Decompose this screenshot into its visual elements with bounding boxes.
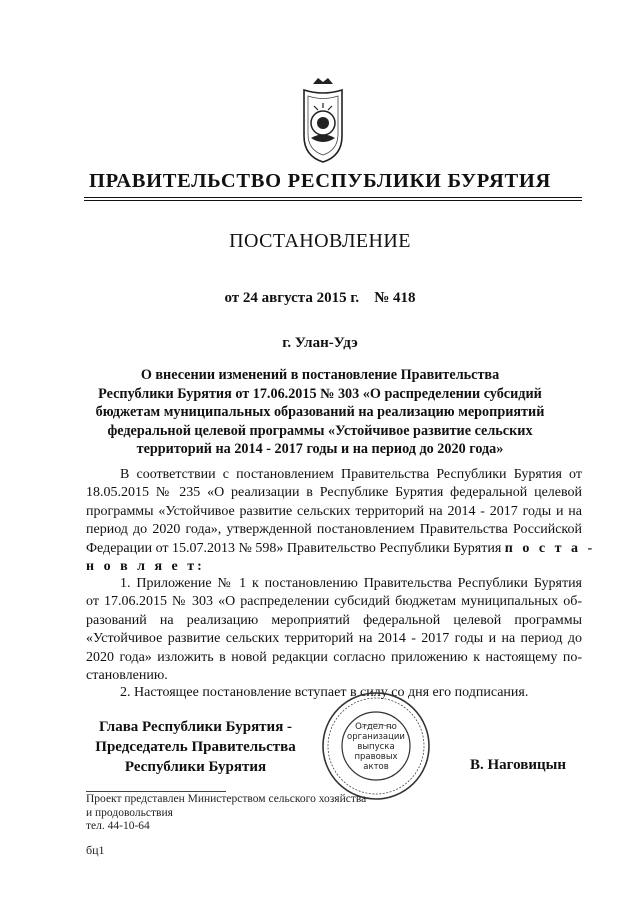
- signatory-position-line: Председатель Правительства: [95, 739, 296, 755]
- document-date-line: [0, 290, 640, 307]
- government-title: ПРАВИТЕЛЬСТВО РЕСПУБЛИКИ БУРЯТИЯ: [88, 170, 552, 192]
- paragraph-line: 18.05.2015 № 235 «О реализации в Республике Бурятия федеральной целевой: [86, 485, 582, 501]
- document-date: от 24 августа 2015 г.: [224, 290, 360, 306]
- stamp-text-line: актов: [363, 762, 389, 772]
- paragraph-line: «Устойчивое развитие сельских территорий на 2014 - 2017 годы и на период до: [86, 631, 582, 647]
- stamp-text-line: правовых: [354, 752, 398, 762]
- document-subject: [95, 366, 545, 459]
- paragraph-line: становлению.: [86, 668, 168, 684]
- paragraph-line-text: Федерации от 15.07.2013 № 598» Правительство Республики Бурятия: [86, 540, 502, 556]
- subject-line: федеральной целевой программы «Устойчивое развитие сельских: [107, 422, 533, 439]
- preamble-paragraph: [86, 466, 596, 576]
- item-1-paragraph: [86, 575, 582, 685]
- paragraph-line: программы «Устойчивое развитие сельских территорий на 2014 - 2017 годы и на: [86, 503, 582, 519]
- paragraph-line: 1. Приложение № 1 к постановлению Правительства Республики Бурятия: [120, 576, 582, 591]
- paragraph-line: период до 2020 года», утвержденной постановлением Правительства Российской: [86, 522, 582, 538]
- paragraph-line: [86, 558, 582, 576]
- document-city: г. Улан-Удэ: [282, 335, 358, 351]
- document-code: бц1: [86, 843, 105, 857]
- footer-line: и продовольствия: [86, 806, 173, 819]
- title-divider-bottom: [84, 200, 582, 201]
- subject-line: О внесении изменений в постановление Правительства: [140, 367, 500, 383]
- document-type: ПОСТАНОВЛЕНИЕ: [229, 230, 411, 252]
- signatory-position: [88, 717, 303, 777]
- paragraph-line: 2. Настоящее постановление вступает в силу со дня его подписания.: [120, 685, 529, 700]
- paragraph-line: от 17.06.2015 № 303 «О распределении субсидий бюджетам муниципальных об-: [86, 594, 582, 610]
- footer-note: [86, 793, 366, 834]
- stamp-text-line: Отдел по: [355, 722, 397, 732]
- subject-line: бюджетам муниципальных образований на реализацию мероприятий: [95, 404, 545, 420]
- document-number: № 418: [374, 290, 416, 306]
- signatory-name: В. Наговицын: [470, 757, 566, 773]
- coat-of-arms-icon: [298, 76, 348, 166]
- paragraph-line: В соответствии с постановлением Правительства Республики Бурятия от: [120, 467, 582, 482]
- paragraph-line: [86, 540, 596, 558]
- paragraph-line: 2020 года» изложить в новой редакции согласно приложению к настоящему по-: [86, 649, 582, 665]
- stamp-text-line: организации: [347, 732, 405, 742]
- stamp-text-line: выпуска: [357, 742, 395, 752]
- stamp-text: [332, 722, 420, 772]
- subject-line: Республики Бурятия от 17.06.2015 № 303 «О распределении субсидий: [98, 385, 542, 402]
- signatory-position-line: Глава Республики Бурятия -: [98, 719, 293, 735]
- paragraph-line: разований на реализацию мероприятий федеральной целевой программы: [86, 612, 582, 628]
- footer-line: Проект представлен Министерством сельского хозяйства: [86, 793, 367, 805]
- footer-line: тел. 44-10-64: [86, 820, 150, 832]
- subject-line: территорий на 2014 - 2017 годы и на период до 2020 года»: [136, 441, 504, 457]
- signatory-position-line: Республики Бурятия: [124, 759, 267, 775]
- footer-divider: [86, 791, 226, 792]
- title-divider-top: [84, 197, 582, 198]
- decree-word-part1: п о с т а -: [504, 540, 596, 556]
- decree-word-part2: н о в л я е т:: [86, 559, 205, 575]
